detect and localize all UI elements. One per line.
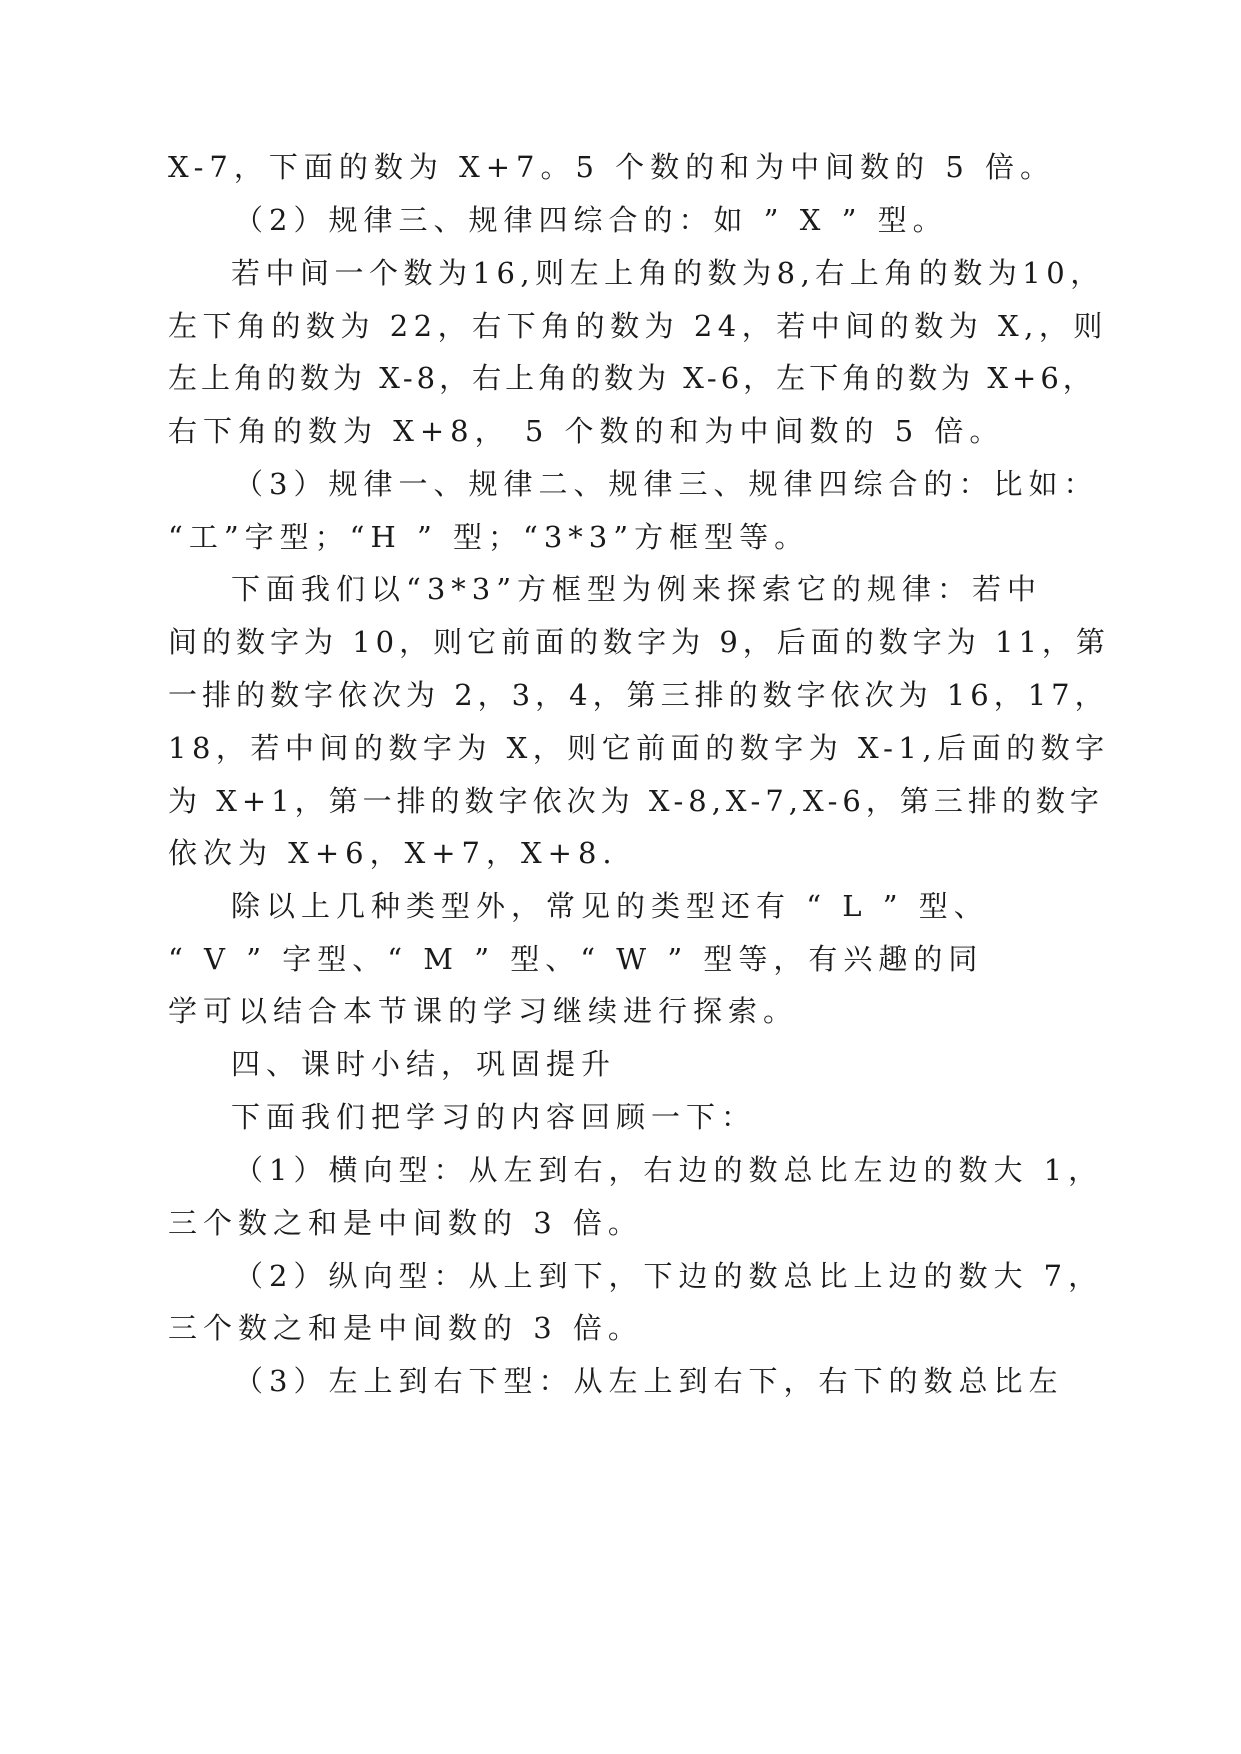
text-line: 左下角的数为 22，右下角的数为 24，若中间的数为 X,，则 [168, 309, 1108, 343]
text-line: 右下角的数为 X+8， 5 个数的和为中间数的 5 倍。 [168, 414, 1005, 448]
text-line: 依次为 X+6，X+7，X+8. [168, 836, 618, 870]
text-line: 三个数之和是中间数的 3 倍。 [168, 1311, 643, 1345]
text-line: 左上角的数为 X-8，右上角的数为 X-6，左下角的数为 X+6， [168, 361, 1096, 395]
text-line: 下面我们以“3*3”方框型为例来探索它的规律：若中 [231, 572, 1043, 606]
text-line: 除以上几种类型外，常见的类型还有 “ L ” 型、 [231, 889, 989, 923]
text-line: 18，若中间的数字为 X，则它前面的数字为 X-1,后面的数字 [168, 731, 1110, 765]
text-line: “工”字型；“H ” 型；“3*3”方框型等。 [168, 520, 810, 554]
text-line: “ V ” 字型、“ M ” 型、“ W ” 型等，有兴趣的同 [168, 942, 984, 976]
text-line: 为 X+1，第一排的数字依次为 X-8,X-7,X-6，第三排的数字 [168, 784, 1104, 818]
text-line: 三个数之和是中间数的 3 倍。 [168, 1206, 643, 1240]
text-line: 下面我们把学习的内容回顾一下： [231, 1100, 757, 1134]
text-line: （2）纵向型：从上到下，下边的数总比上边的数大 7， [234, 1259, 1104, 1293]
text-line: 一排的数字依次为 2，3，4，第三排的数字依次为 16，17， [168, 678, 1109, 712]
text-line: （1）横向型：从左到右，右边的数总比左边的数大 1， [234, 1153, 1104, 1187]
text-line: 学可以结合本节课的学习继续进行探索。 [168, 994, 799, 1028]
text-line: （3）左上到右下型：从左上到右下，右下的数总比左 [234, 1364, 1064, 1398]
text-line: （2）规律三、规律四综合的：如 ” X ” 型。 [234, 203, 948, 237]
text-line: （3）规律一、规律二、规律三、规律四综合的：比如： [234, 467, 1099, 501]
section-heading: 四、课时小结，巩固提升 [231, 1047, 617, 1081]
text-line: 若中间一个数为16,则左上角的数为8,右上角的数为10， [231, 256, 1105, 290]
text-line: 间的数字为 10，则它前面的数字为 9，后面的数字为 11，第 [168, 625, 1110, 659]
text-line: X-7，下面的数为 X+7。5 个数的和为中间数的 5 倍。 [168, 150, 1056, 184]
